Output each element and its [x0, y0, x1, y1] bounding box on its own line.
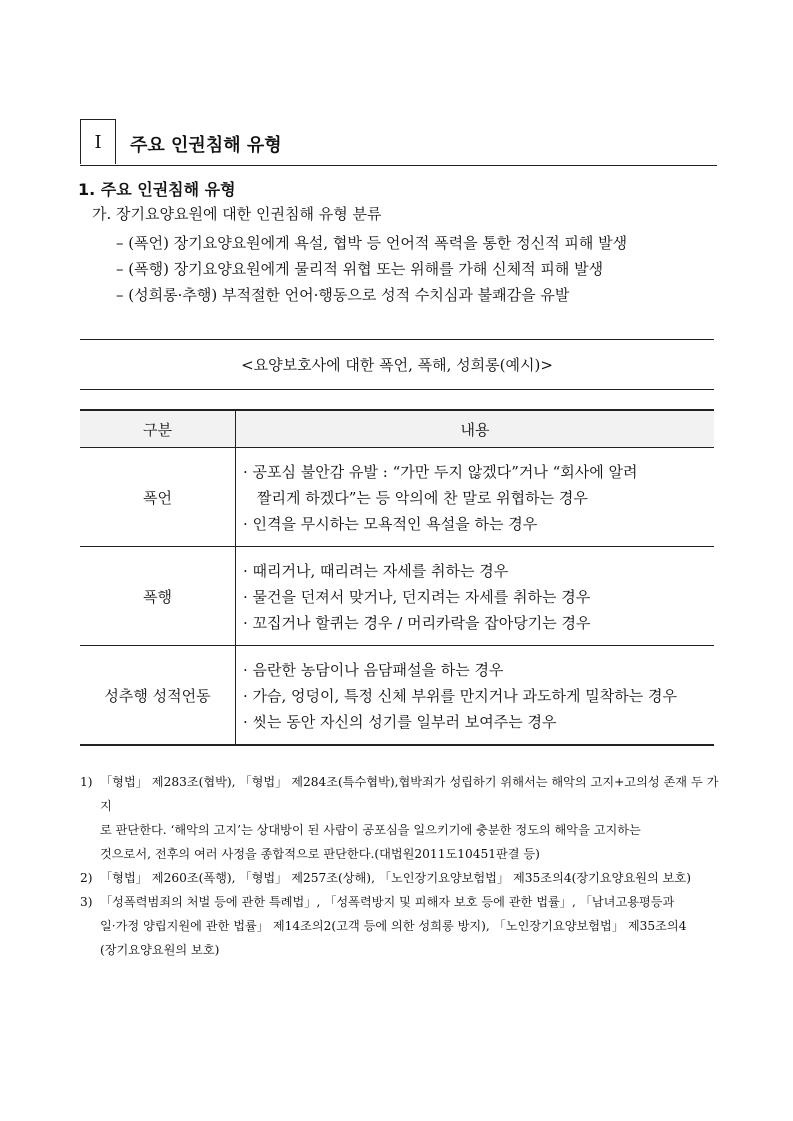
row-line: · 물건을 던져서 맞거나, 던지려는 자세를 취하는 경우: [243, 588, 591, 606]
footnote-text: 「형법」 제283조(협박), 「형법」 제284조(특수협박),협박죄가 성립하기 위해서는 해악의 고지+고의성 존재 두 가지 로 판단한다. ‘해악의 고지’는 상대방이 된 사람이 공포심을 일으키기에 충분한 정도의 해악을 고지하는 것으로서, 전후의 여러 사정을 종합적으로 판단한다.(대법원2011도10451판결 등): [100, 775, 719, 861]
row-category: 폭행: [80, 547, 236, 646]
row-content: [236, 448, 715, 547]
bullet-list: [116, 230, 627, 308]
examples-table: [80, 409, 714, 746]
chapter-title: 주요 인권침해 유형: [130, 135, 282, 156]
footnote-number: 1): [80, 775, 93, 789]
chapter-number: I: [80, 119, 116, 164]
row-line: 짤리게 하겠다”는 등 악의에 찬 말로 위협하는 경우: [257, 489, 588, 507]
row-content: [236, 547, 715, 646]
table-row: [80, 646, 714, 746]
footnote-text: 「형법」 제260조(폭행), 「형법」 제257조(상해), 「노인장기요양보험법」 제35조의4(장기요양요원의 보호): [100, 871, 691, 885]
row-line: · 공포심 불안감 유발 : “가만 두지 않겠다”거나 “회사에 알려: [243, 463, 638, 481]
bullet-item: – (폭행) 장기요양요원에게 물리적 위협 또는 위해를 가해 신체적 피해 발생: [116, 260, 604, 278]
table-caption-text: <요양보호사에 대한 폭언, 폭해, 성희롱(예시)>: [241, 356, 553, 374]
row-line: · 음란한 농담이나 음담패설을 하는 경우: [243, 661, 504, 679]
footnotes: [80, 770, 720, 962]
row-line: · 씻는 동안 자신의 성기를 일부러 보여주는 경우: [243, 713, 557, 731]
row-content: [236, 646, 715, 746]
section-title: 1. 주요 인권침해 유형: [78, 180, 236, 199]
row-category: 성추행 성적언동: [80, 646, 236, 746]
footnote: [80, 866, 720, 890]
chapter-header: [80, 119, 717, 166]
row-line: · 가슴, 엉덩이, 특정 신체 부위를 만지거나 과도하게 밀착하는 경우: [243, 687, 677, 705]
bullet-item: – (폭언) 장기요양요원에게 욕설, 협박 등 언어적 폭력을 통한 정신적 피해 발생: [116, 234, 628, 252]
footnote-number: 2): [80, 871, 93, 885]
footnote: [80, 890, 720, 962]
table-row: [80, 448, 714, 547]
row-line: · 꼬집거나 할퀴는 경우 / 머리카락을 잡아당기는 경우: [243, 614, 591, 632]
header-category: 구분: [80, 410, 236, 448]
table-caption: [80, 339, 714, 390]
bullet-item: – (성희롱·추행) 부적절한 언어·행동으로 성적 수치심과 불쾌감을 유발: [116, 286, 570, 304]
subsection-title: 가. 장기요양요원에 대한 인권침해 유형 분류: [92, 205, 382, 223]
header-content: 내용: [236, 410, 715, 448]
table-header-row: [80, 410, 714, 448]
footnote: [80, 770, 720, 866]
row-category: 폭언: [80, 448, 236, 547]
row-line: · 인격을 무시하는 모욕적인 욕설을 하는 경우: [243, 515, 538, 533]
footnote-number: 3): [80, 895, 93, 909]
table-row: [80, 547, 714, 646]
footnote-text: 「성폭력범죄의 처벌 등에 관한 특례법」, 「성폭력방지 및 피해자 보호 등에 관한 법률」, 「남녀고용평등과 일·가정 양립지원에 관한 법률」 제14조의2(고객 등에 의한 성희롱 방지), 「노인장기요양보험법」 제35조의4 (장기요양요원의 보호): [100, 895, 687, 957]
row-line: · 때리거나, 때리려는 자세를 취하는 경우: [243, 562, 509, 580]
